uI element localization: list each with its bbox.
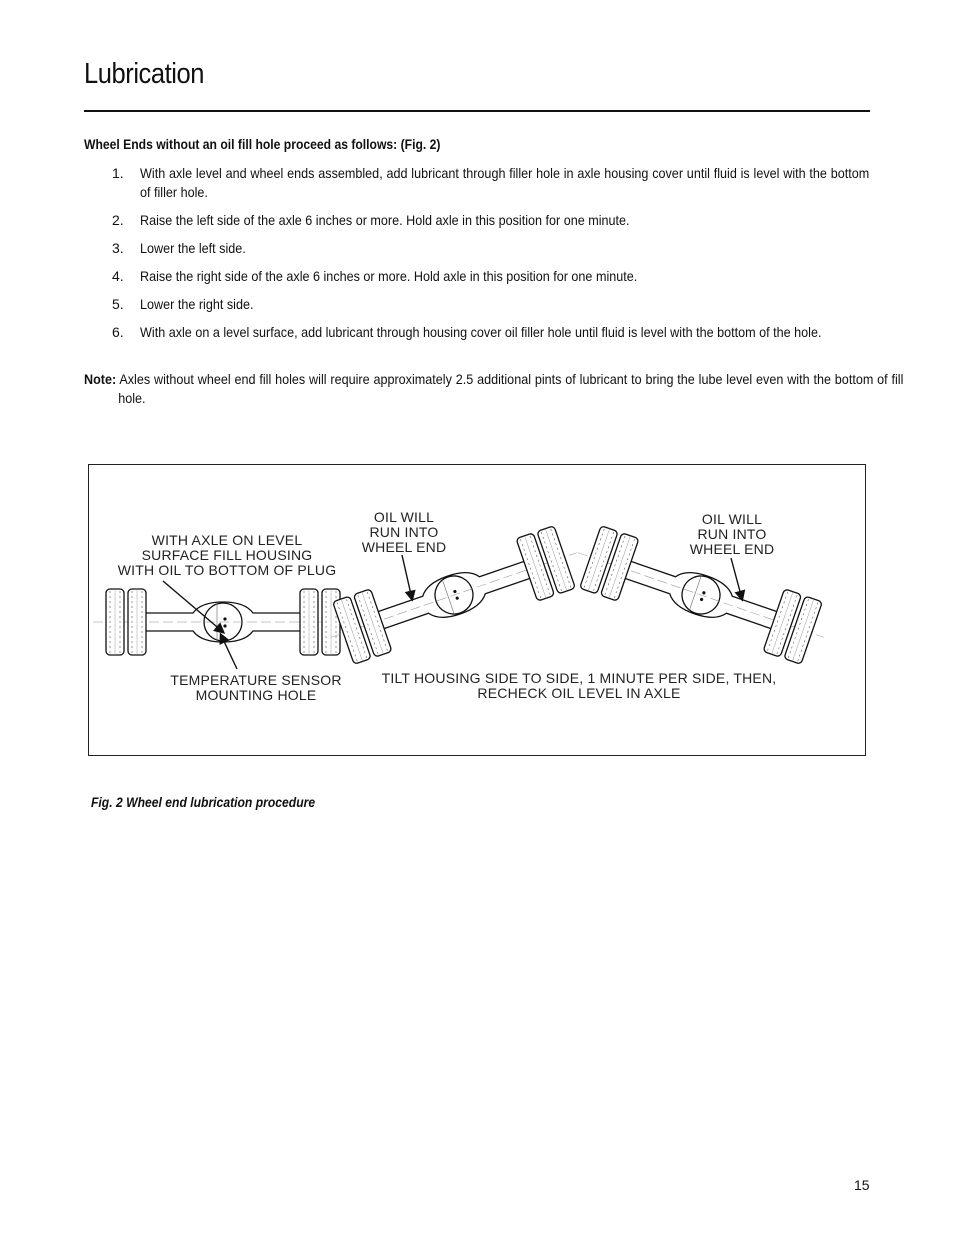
step-2 [84,211,870,230]
step-number: 4. [112,268,124,284]
step-text: Lower the left side. [140,240,246,256]
label-temperature-sensor: TEMPERATURE SENSOR MOUNTING HOLE [170,672,342,703]
step-text: With axle on a level surface, add lubricant through housing cover oil filler hole until fluid is level with the bottom of the hole. [140,324,822,340]
label-tilt-instruction: TILT HOUSING SIDE TO SIDE, 1 MINUTE PER SIDE, THEN, RECHECK OIL LEVEL IN AXLE [381,670,777,701]
step-6 [84,323,870,342]
note-label: Note: [84,371,117,387]
step-number: 2. [112,212,124,228]
step-3 [84,239,870,258]
note-text: Axles without wheel end fill holes will require approximately 2.5 additional pints of lubricant to bring the lube level even with the bottom of fill hole. [116,371,904,406]
step-5 [84,295,870,314]
procedure-steps [84,164,870,351]
label-oil-run-left: OIL WILL RUN INTO WHEEL END [361,509,447,555]
step-number: 1. [112,165,124,181]
step-text: Raise the right side of the axle 6 inches or more. Hold axle in this position for one minute. [140,268,638,284]
page-number: 15 [854,1177,870,1193]
step-text: Raise the left side of the axle 6 inches or more. Hold axle in this position for one minute. [140,212,630,228]
axle-illustration [89,465,867,757]
figure-caption: Fig. 2 Wheel end lubrication procedure [91,795,316,810]
step-number: 5. [112,296,124,312]
section-subheading: Wheel Ends without an oil fill hole proceed as follows: (Fig. 2) [84,137,441,152]
step-number: 3. [112,240,124,256]
label-oil-run-right: OIL WILL RUN INTO WHEEL END [689,511,775,557]
step-1 [84,164,870,202]
figure-wheel-end-lubrication [88,464,866,756]
title-rule [84,110,870,112]
label-level-fill: WITH AXLE ON LEVEL SURFACE FILL HOUSING WITH OIL TO BOTTOM OF PLUG [117,532,337,578]
note [84,370,904,408]
level-axle [93,589,353,655]
step-4 [84,267,870,286]
step-number: 6. [112,324,124,340]
step-text: With axle level and wheel ends assembled, add lubricant through filler hole in axle housing cover until fluid is level with the bottom of filler hole. [140,165,870,200]
page-title: Lubrication [84,58,205,90]
step-text: Lower the right side. [140,296,254,312]
